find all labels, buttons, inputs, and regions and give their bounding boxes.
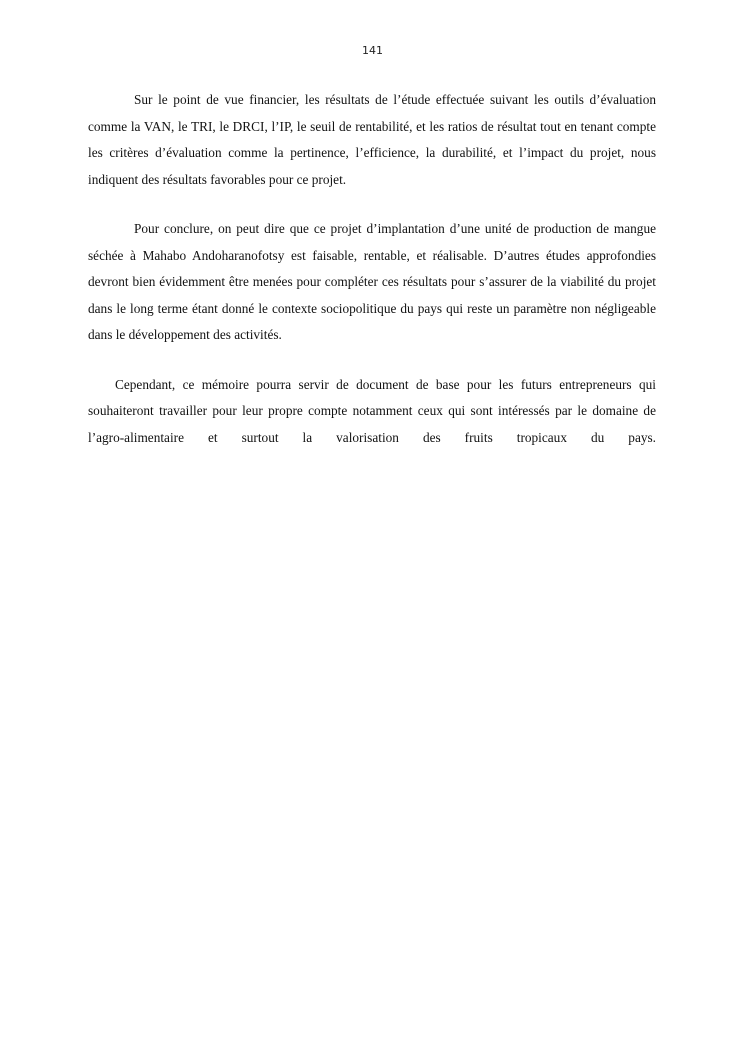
paragraph-financial-results: Sur le point de vue financier, les résultats de l’étude effectuée suivant les outils d’évaluation comme la VAN, le TRI, le DRCI, l’IP, le seuil de rentabilité, et les ratios de résultat tout en tenant compte les critères d’évaluation comme la pertinence, l’efficience, la durabilité, et l’impact du projet, nous indiquent des résultats favorables pour ce projet. — [88, 92, 656, 187]
body-text — [88, 87, 656, 451]
page-number: 141 — [362, 44, 383, 57]
paragraph-future-use: Cependant, ce mémoire pourra servir de document de base pour les futurs entrepreneurs qui souhaiteront travailler pour leur propre compte notamment ceux qui sont intéressés par le domaine de l’agro-alimentaire et surtout la valorisation des fruits tropicaux du pays. — [88, 376, 656, 445]
paragraph-conclusion: Pour conclure, on peut dire que ce projet d’implantation d’une unité de production de mangue séchée à Mahabo Andoharanofotsy est faisable, rentable, et réalisable. D’autres études approfondies devront bien évidemment être menées pour compléter ces résultats pour s’assurer de la viabilité du projet dans le long terme étant donné le contexte sociopolitique du pays qui reste un paramètre non négligeable dans le développement des activités. — [88, 221, 656, 342]
